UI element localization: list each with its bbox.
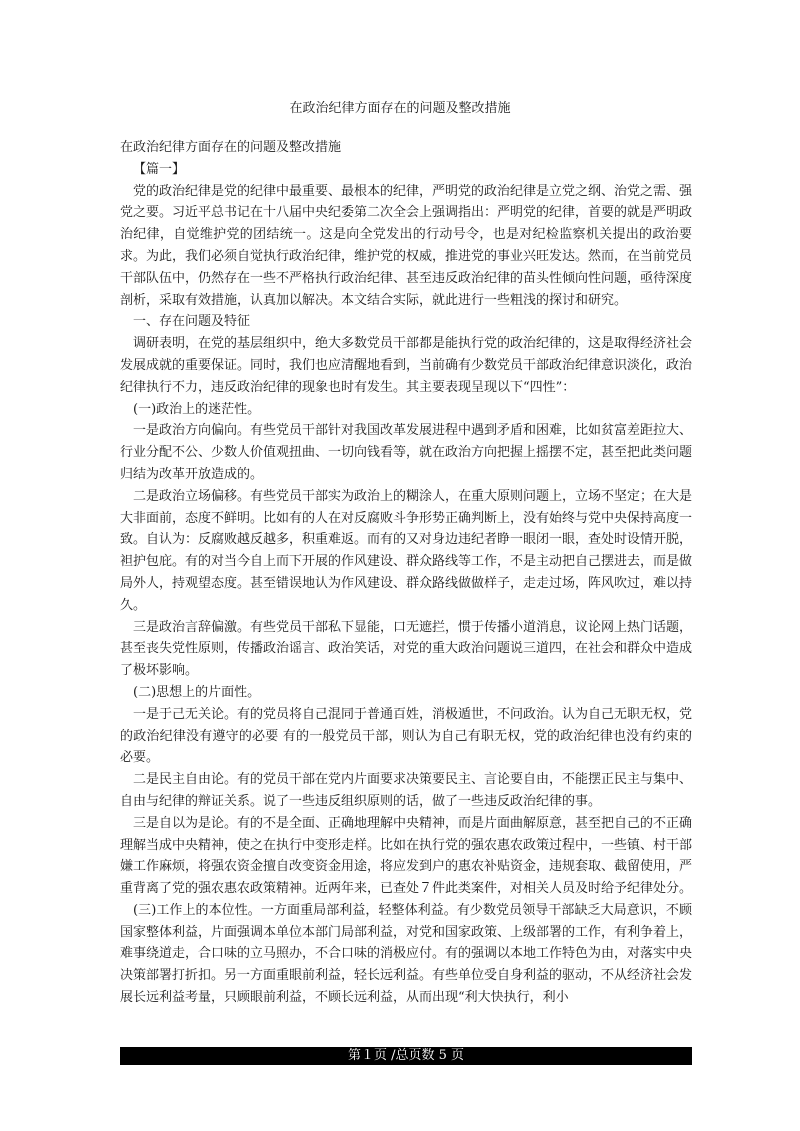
section-tag: 【篇一】 xyxy=(133,161,186,177)
section-heading-problems: 一、存在问题及特征 xyxy=(133,314,251,330)
document-body xyxy=(120,137,692,1009)
paragraph-speech: 三是政治言辞偏激。有些党员干部私下显能，口无遮拦，惯于传播小道消息，议论网上热门话题，甚至丧失党性原则，传播政治谣言、政治笑话，对党的重大政治问题说三道四，在社会和群众中造成了极坏影响。 xyxy=(120,619,693,679)
paragraph-self-righteous: 三是自以为是论。有的不是全面、正确地理解中央精神，而是片面曲解原意，甚至把自己的不正确理解当成中央精神，使之在执行中变形走样。比如在执行党的强农惠农政策过程中，一些镇、村干部嫌工作麻烦，将强农资金擅自改变资金用途，将应发到户的惠农补贴资金，违规套取、截留使用，严重背离了党的强农惠农政策精神。近两年来，已查处７件此类案件，对相关人员及时给予纪律处分。 xyxy=(120,815,693,897)
paragraph-democracy: 二是民主自由论。有的党员干部在党内片面要求决策要民主、言论要自由，不能摆正民主与集中、自由与纪律的辩证关系。说了一些违反组织原则的话，做了一些违反政治纪律的事。 xyxy=(120,772,693,809)
document-heading: 在政治纪律方面存在的问题及整改措施 xyxy=(120,140,342,155)
paragraph-intro: 党的政治纪律是党的纪律中最重要、最根本的纪律，严明党的政治纪律是立党之纲、治党之需、强党之要。习近平总书记在十八届中央纪委第二次全会上强调指出：严明党的纪律，首要的就是严明政治纪律，自觉维护党的团结统一。这是向全党发出的行动号令，也是对纪检监察机关提出的政治要求。为此，我们必须自觉执行政治纪律，维护党的权威，推进党的事业兴旺发达。然而，在当前党员干部队伍中，仍然存在一些不严格执行政治纪律、甚至违反政治纪律的苗头性倾向性问题，亟待深度剖析，采取有效措施，认真加以解决。本文结合实际，就此进行一些粗浅的探讨和研究。 xyxy=(120,183,693,308)
subheading-one-sided-thinking: (二)思想上的片面性。 xyxy=(133,684,261,700)
subheading-political-confusion: (一)政治上的迷茫性。 xyxy=(133,401,261,417)
paragraph-irrelevance: 一是于己无关论。有的党员将自己混同于普通百姓，消极遁世，不问政治。认为自己无职无权，党的政治纪律没有遵守的必要 有的一般党员干部，则认为自己有职无权，党的政治纪律也没有约束的必要。 xyxy=(120,706,693,766)
paragraph-direction: 一是政治方向偏向。有些党员干部针对我国改革发展进程中遇到矛盾和困难，比如贫富差距拉大、行业分配不公、少数人价值观扭曲、一切向钱看等，就在政治方向把握上摇摆不定，甚至把此类问题归结为改革开放造成的。 xyxy=(120,423,693,482)
paragraph-departmentalism: (三)工作上的本位性。一方面重局部利益，轻整体利益。有少数党员领导干部缺乏大局意识，不顾国家整体利益，片面强调本单位本部门局部利益，对党和国家政策、上级部署的工作，有利争着上，难事绕道走，合口味的立马照办，不合口味的消极应付。有的强调以本地工作特色为由，对落实中央决策部署打折扣。另一方面重眼前利益，轻长远利益。有些单位受自身利益的驱动，不从经济社会发展长远利益考量，只顾眼前利益，不顾长远利益，从而出现“利大快执行，利小 xyxy=(120,902,693,1006)
page-title: 在政治纪律方面存在的问题及整改措施 xyxy=(289,101,511,116)
paragraph-stance: 二是政治立场偏移。有些党员干部实为政治上的糊涂人，在重大原则问题上，立场不坚定；在大是大非面前，态度不鲜明。比如有的人在对反腐败斗争形势正确判断上，没有始终与党中央保持高度一致。自认为：反腐败越反越多，积重难返。而有的又对身边违纪者睁一眼闭一眼，查处时设情开脱，袒护包庇。有的对当今自上而下开展的作风建设、群众路线等工作，不是主动把自己摆进去，而是做局外人，持观望态度。甚至错误地认为作风建设、群众路线做做样子，走走过场，阵风吹过，难以持久。 xyxy=(120,488,693,613)
page-footer: 第１页 /总页数 5 页 xyxy=(120,1047,692,1065)
paragraph-survey: 调研表明，在党的基层组织中，绝大多数党员干部都是能执行党的政治纪律的，这是取得经济社会发展成就的重要保证。同时，我们也应清醒地看到，当前确有少数党员干部政治纪律意识淡化，政治纪律执行不力，违反政治纪律的现象也时有发生。其主要表现呈现以下“四性”： xyxy=(120,336,693,395)
